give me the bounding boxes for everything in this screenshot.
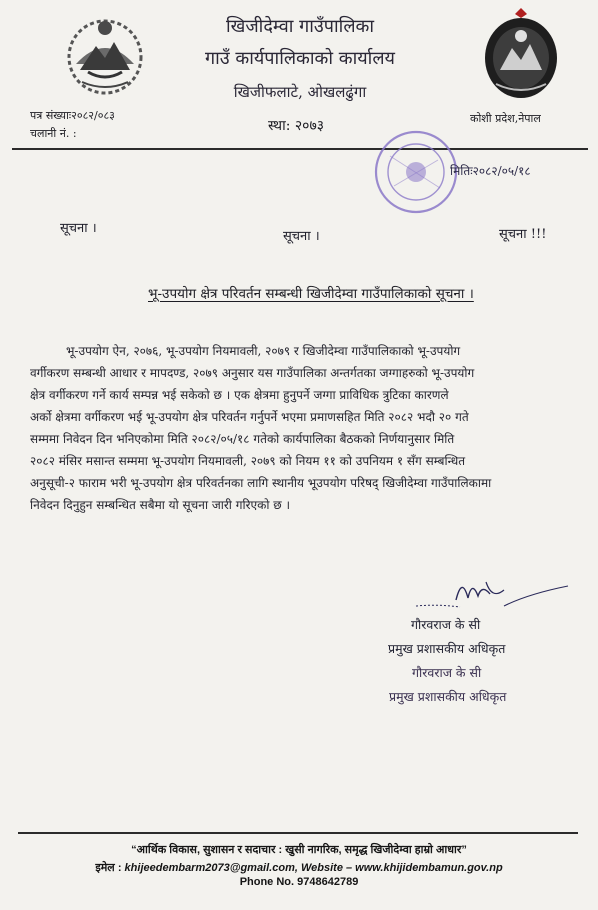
- email-label: इमेल :: [95, 862, 122, 874]
- footer-phone: Phone No. 9748642789: [239, 876, 359, 888]
- municipality-logo: [482, 8, 560, 100]
- government-emblem-logo: [62, 12, 148, 98]
- notice-heading-right: सूचना !!!: [499, 227, 547, 242]
- province-label: कोशी प्रदेश,नेपाल: [470, 112, 541, 125]
- header-divider: [12, 148, 588, 150]
- body-line: २०८२ मंसिर मसान्त सम्ममा भू-उपयोग नियमावली, २०७९ को नियम ११ को उपनियम १ सँग सम्बन्धित: [30, 454, 466, 468]
- handwritten-signature: [408, 570, 578, 620]
- letter-date: मितिः२०८२/०५/१८: [450, 164, 531, 178]
- notice-subject: भू-उपयोग क्षेत्र परिवर्तन सम्बन्धी खिजीदेम्वा गाउँपालिकाको सूचना ।: [148, 286, 474, 302]
- signatory-name-stamp: गौरवराज के सी: [412, 665, 482, 680]
- contact-details: khijeedembarm2073@gmail.com, Website – www.khijidembamun.gov.np: [124, 862, 503, 874]
- footer-slogan: “आर्थिक विकास, सुशासन र सदाचार : खुसी नागरिक, समृद्ध खिजीदेम्वा हाम्रो आधार”: [131, 844, 467, 856]
- signatory-title: प्रमुख प्रशासकीय अधिकृत: [388, 641, 506, 656]
- established-year: स्था: २०७३: [268, 118, 325, 134]
- body-line: वर्गीकरण सम्बन्धी आधार र मापदण्ड, २०७९ अनुसार यस गाउँपालिका अन्तर्गतका जग्गाहरुको भू-उपयोग: [30, 366, 475, 380]
- signatory-title-stamp: प्रमुख प्रशासकीय अधिकृत: [389, 689, 507, 704]
- dispatch-number: चलानी नं. :: [30, 127, 77, 140]
- letter-number: पत्र संख्याः२०८२/०८३: [30, 109, 115, 122]
- notice-heading-center: सूचना ।: [283, 229, 320, 244]
- body-line: क्षेत्र वर्गीकरण गर्ने कार्य सम्पन्न भई सकेको छ । एक क्षेत्रमा हुनुपर्ने जग्गा प्राविधिक त्रुटिका कारणले: [30, 388, 449, 402]
- notice-heading-left: सूचना ।: [60, 221, 97, 236]
- footer-divider: [18, 832, 578, 834]
- signatory-name: गौरवराज के सी: [411, 617, 481, 632]
- body-line: अर्को क्षेत्रमा वर्गीकरण भई भू-उपयोग क्षेत्र परिवर्तन गर्नुपर्ने भएमा प्रमाणसहित मिति २०८२ भदौ २० गते: [30, 410, 469, 424]
- body-line: सम्ममा निवेदन दिन भनिएकोमा मिति २०८२/०५/१८ गतेको कार्यपालिका बैठकको निर्णयानुसार मिति: [30, 432, 455, 446]
- body-line: निवेदन दिनुहुन सम्बन्धित सबैमा यो सूचना जारी गरिएको छ ।: [30, 498, 291, 512]
- body-line: अनुसूची-२ फाराम भरी भू-उपयोग क्षेत्र परिवर्तनका लागि स्थानीय भूउपयोग परिषद् खिजीदेम्वा गाउँपालिकामा: [30, 476, 492, 490]
- office-seal-stamp: [370, 126, 462, 218]
- municipality-name: खिजीदेम्वा गाउँपालिका: [225, 16, 375, 37]
- footer-contact: [0, 860, 598, 875]
- body-line: भू-उपयोग ऐन, २०७६, भू-उपयोग नियमावली, २०७९ र खिजीदेम्वा गाउँपालिकाको भू-उपयोग: [66, 344, 461, 358]
- office-address: खिजीफलाटे, ओखलढुंगा: [233, 83, 367, 101]
- office-name: गाउँ कार्यपालिकाको कार्यालय: [205, 48, 395, 69]
- notice-body: [30, 340, 560, 516]
